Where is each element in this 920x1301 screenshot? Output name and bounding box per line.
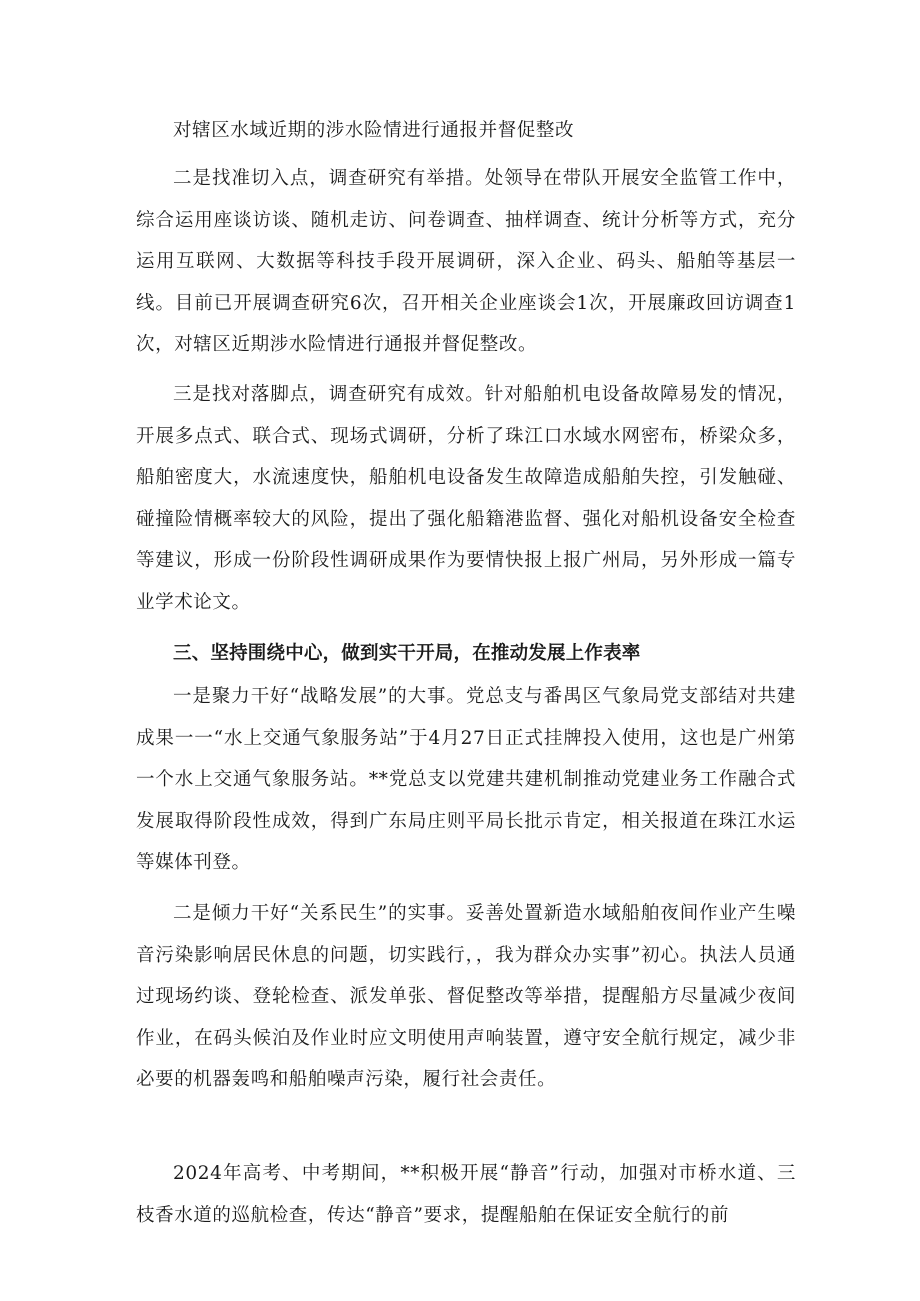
paragraph-livelihood: 二是倾力干好“关系民生”的实事。妥善处置新造水域船舶夜间作业产生噪音污染影响居民休息的问题，切实践行，，我为群众办实事”初心。执法人员通过现场约谈、登轮检查、派发单张、督促整改等举措，提醒船方尽量减少夜间作业，在码头候泊及作业时应文明使用声响装置，遵守安全航行规定，减少非必要的机器轰鸣和船舶噪声污染，履行社会责任。 <box>136 903 796 1090</box>
paragraph-investigation-measures: 二是找准切入点，调查研究有举措。处领导在带队开展安全监管工作中，综合运用座谈访谈、随机走访、问卷调查、抽样调查、统计分析等方式，充分运用互联网、大数据等科技手段开展调研，深入企业、码头、船舶等基层一线。目前已开展调查研究6次，召开相关企业座谈会1次，开展廉政回访调查1次，对辖区近期涉水险情进行通报并督促整改。 <box>136 168 796 355</box>
paragraph-exam-silence: 2024年高考、中考期间，**积极开展“静音”行动，加强对市桥水道、三枝香水道的巡航检查，传达“静音”要求，提醒船舶在保证安全航行的前 <box>136 1163 796 1226</box>
paragraph-strategic-development: 一是聚力干好“战略发展”的大事。党总支与番禺区气象局党支部结对共建成果一一“水上交通气象服务站”于4月27日正式挂牌投入使用，这也是广州第一个水上交通气象服务站。**党总支以党建共建机制推动党建业务工作融合式发展取得阶段性成效，得到广东局庄则平局长批示肯定，相关报道在珠江水运等媒体刊登。 <box>136 686 796 873</box>
paragraph-continuation: 对辖区水域近期的涉水险情进行通报并督促整改 <box>173 120 575 141</box>
paragraph-investigation-results: 三是找对落脚点，调查研究有成效。针对船舶机电设备故障易发的情况，开展多点式、联合式、现场式调研，分析了珠江口水域水网密布，桥梁众多，船舶密度大，水流速度快，船舶机电设备发生故障造成船舶失控，引发触碰、碰撞险情概率较大的风险，提出了强化船籍港监督、强化对船机设备安全检查等建议，形成一份阶段性调研成果作为要情快报上报广州局，另外形成一篇专业学术论文。 <box>136 384 796 613</box>
section-heading: 三、坚持围绕中心，做到实干开局，在推动发展上作表率 <box>173 643 641 664</box>
